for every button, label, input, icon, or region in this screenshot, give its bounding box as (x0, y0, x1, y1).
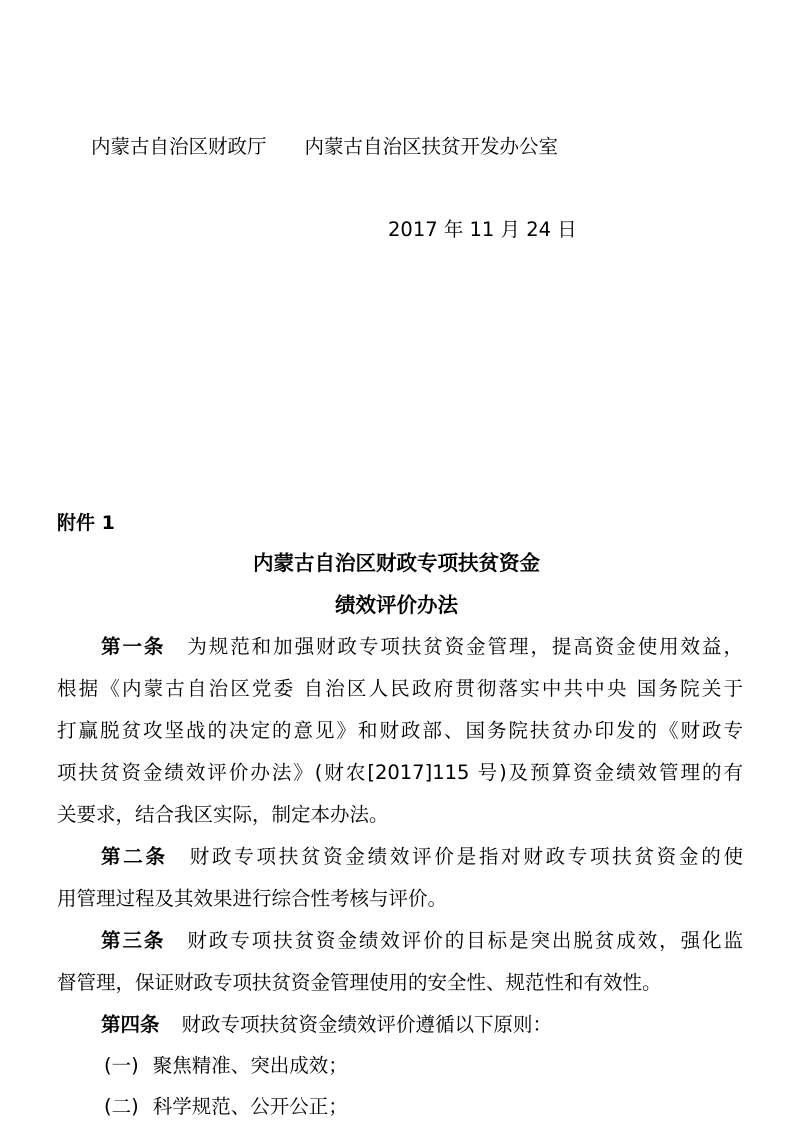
principle-text: 科学规范、公开公正； (152, 1095, 348, 1118)
article-3-text-1: 财政专项扶贫资金绩效评价的目标是突出脱贫成效，强化监 (187, 929, 743, 952)
principle-number: (一) (104, 1054, 139, 1077)
principle-item-1 (104, 1053, 348, 1079)
article-4-label: 第四条 (101, 1013, 160, 1036)
principle-item-2 (104, 1094, 348, 1120)
article-1-text-1: 为规范和加强财政专项扶贫资金管理，提高资金使用效益， (187, 635, 743, 658)
article-1-line-1 (101, 634, 743, 660)
document-title-line-2: 绩效评价办法 (335, 593, 458, 617)
article-1-line-2: 根据《内蒙古自治区党委 自治区人民政府贯彻落实中共中央 国务院关于 (57, 677, 743, 700)
article-3-line-2: 督管理，保证财政专项扶贫资金管理使用的安全性、规范性和有效性。 (57, 971, 662, 994)
article-3-line-1 (101, 928, 743, 954)
document-date: 2017 年 11 月 24 日 (388, 218, 577, 241)
article-1-line-4: 项扶贫资金绩效评价办法》(财农[2017]115 号)及预算资金绩效管理的有 (57, 761, 743, 784)
article-1-label: 第一条 (101, 635, 166, 658)
article-2-label: 第二条 (101, 845, 168, 868)
article-3-label: 第三条 (101, 929, 166, 952)
issuer-finance-department: 内蒙古自治区财政厅 (91, 135, 267, 158)
article-2-line-2: 用管理过程及其效果进行综合性考核与评价。 (57, 887, 448, 910)
issuer-line (91, 134, 558, 160)
issuer-poverty-office: 内蒙古自治区扶贫开发办公室 (304, 135, 559, 158)
document-title-line-1: 内蒙古自治区财政专项扶贫资金 (253, 551, 540, 575)
attachment-label: 附件 1 (57, 512, 115, 534)
principle-text: 聚焦精准、突出成效； (152, 1054, 348, 1077)
article-4-line-1 (101, 1012, 743, 1038)
article-1-line-3: 打赢脱贫攻坚战的决定的意见》和财政部、国务院扶贫办印发的《财政专 (57, 719, 743, 742)
article-1-line-5: 关要求，结合我区实际，制定本办法。 (57, 803, 389, 826)
article-2-text-1: 财政专项扶贫资金绩效评价是指对财政专项扶贫资金的使 (189, 845, 743, 868)
principle-number: (二) (104, 1095, 139, 1118)
article-4-text-1: 财政专项扶贫资金绩效评价遵循以下原则： (181, 1013, 553, 1036)
article-2-line-1 (101, 844, 743, 870)
